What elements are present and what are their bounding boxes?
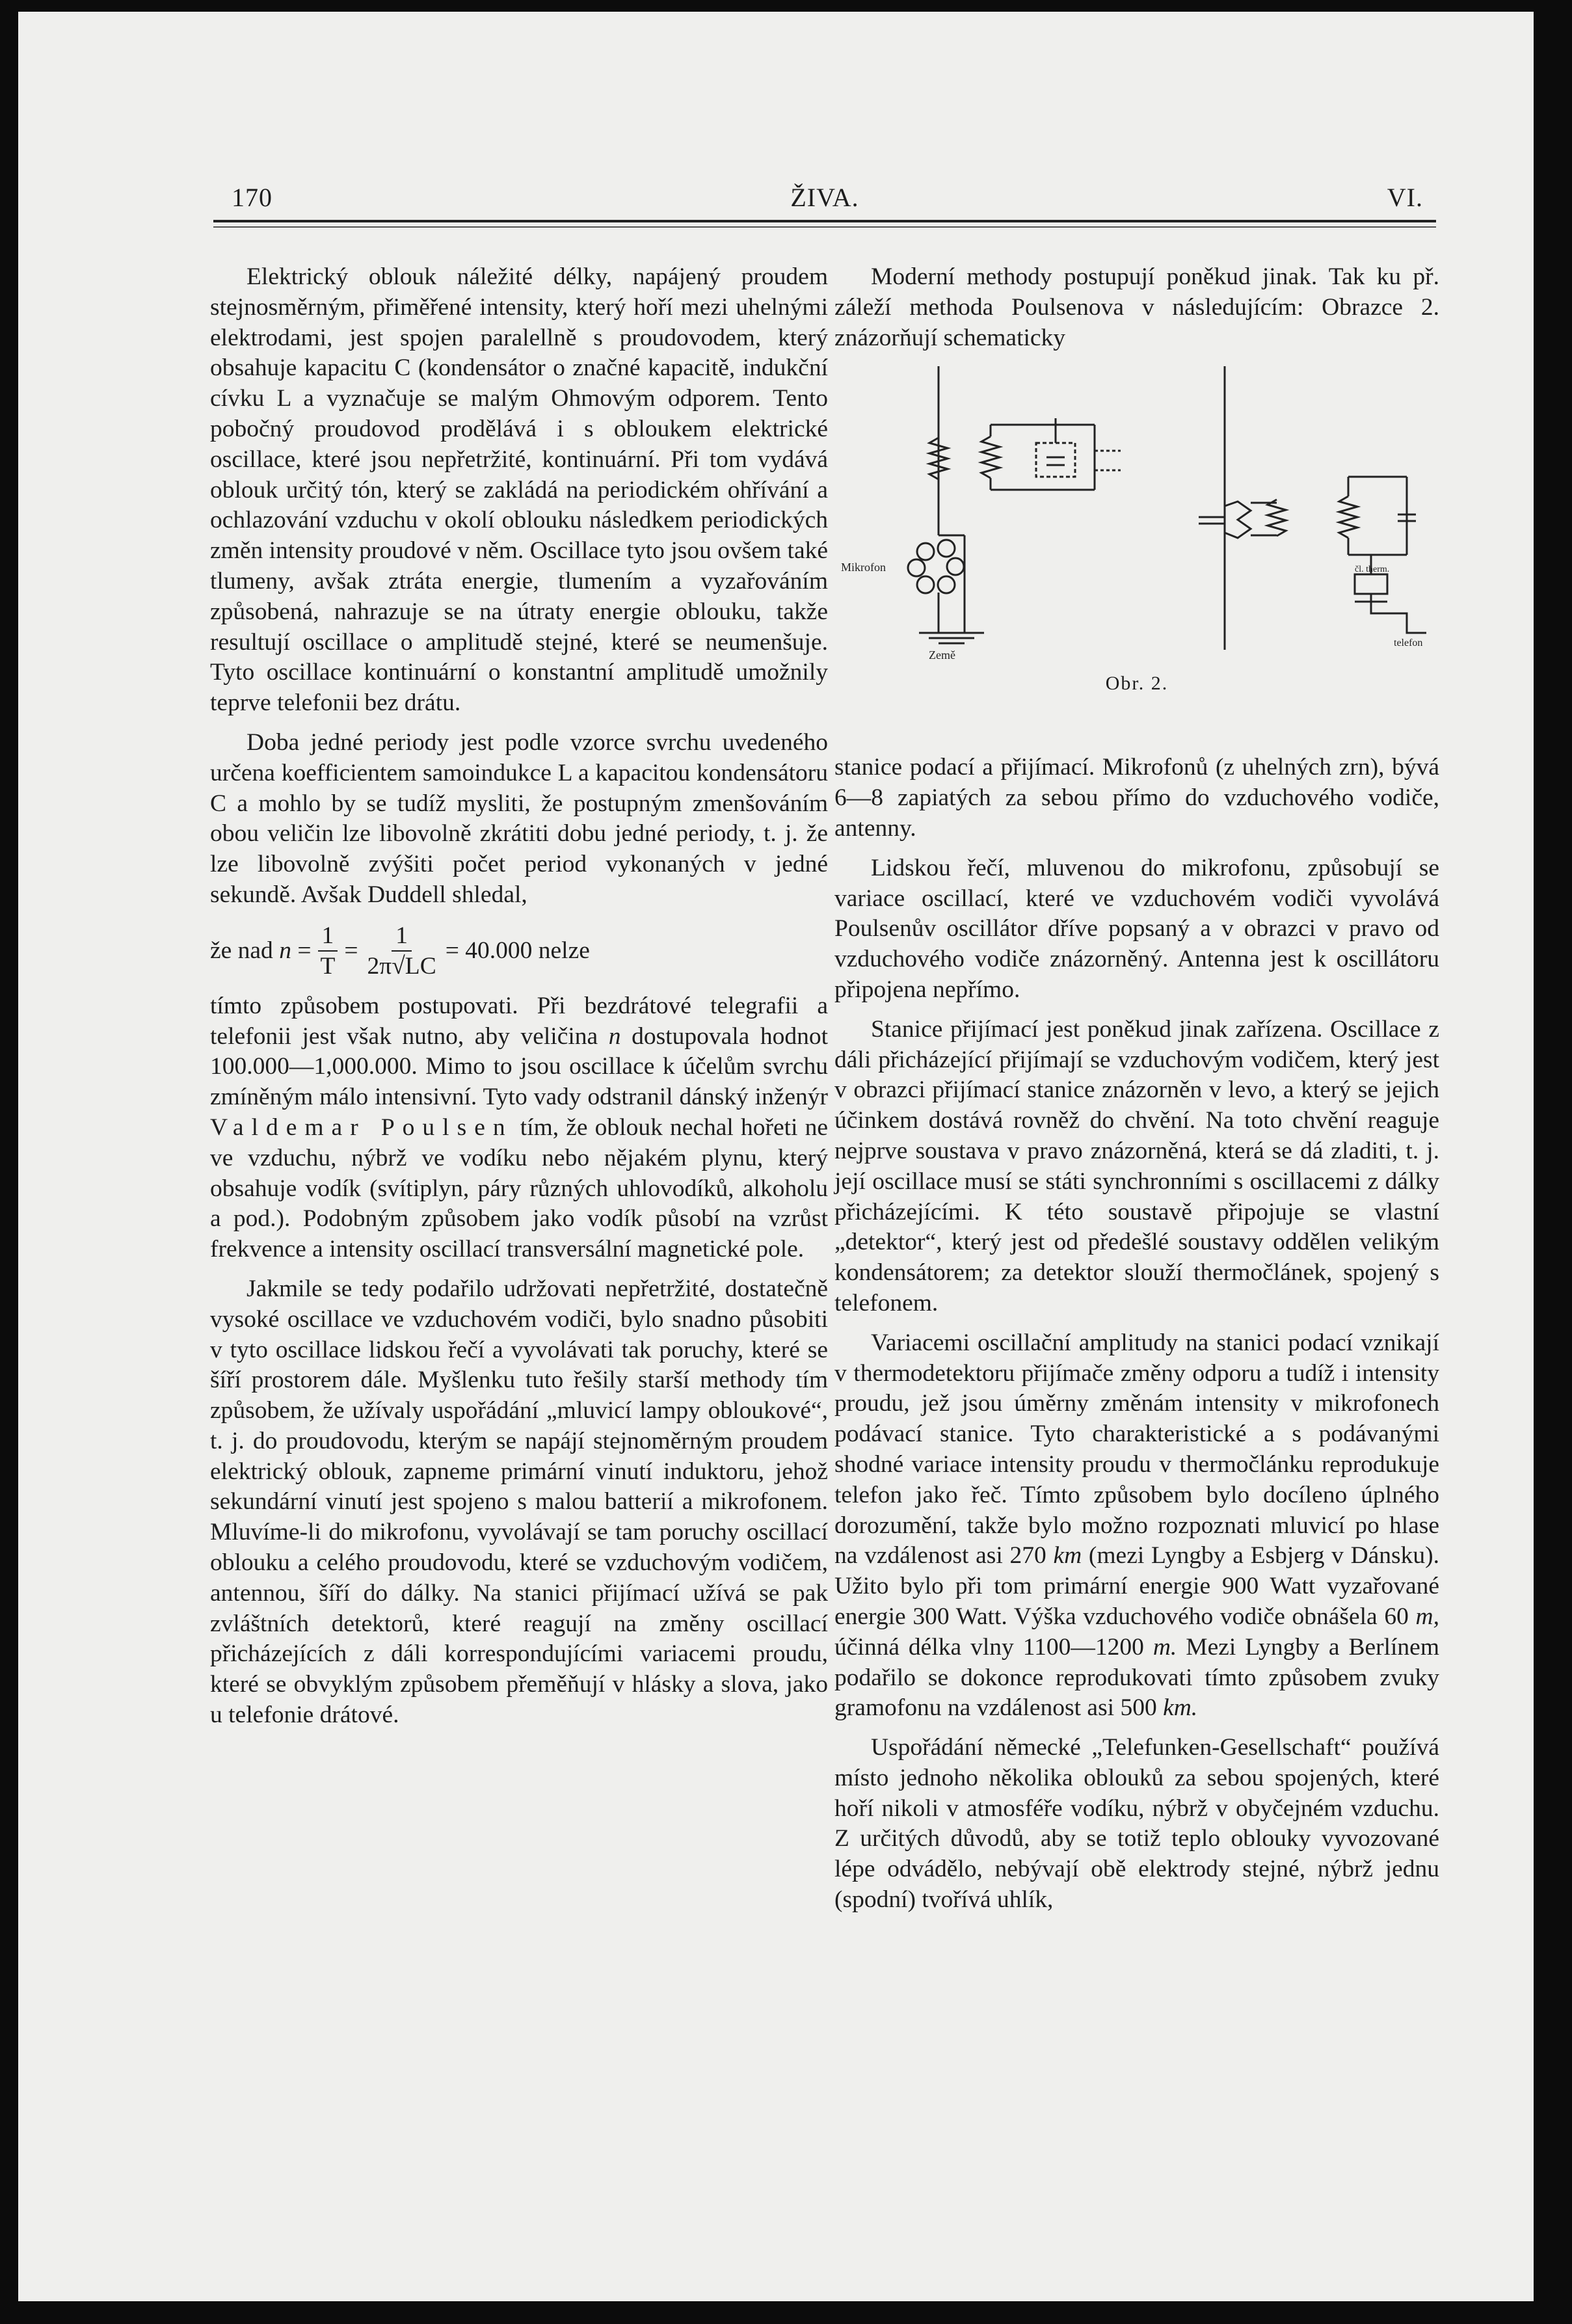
paragraph-receiving-station: Stanice přijímací jest poněkud jinak zařízena. Oscillace z dáli přicházející přijímají se vzduchovým vodičem, který jest v obrazci přijímací stanice znázorněn v levo, a který se jejich účinkem dostává rovněž do chvění. Na toto chvění reaguje nejprve soustava v pravo znázorněná, která se dá zladiti, t. j. její oscillace musí se státi synchronními s oscillacemi z dálky přicházejícími. K této soustavě připojuje se vlastní „detektor“, který jest od předešlé soustavy oddělen velikým kondensátorem; za detektor slouží thermočlánek, spojený s telefonem.	[834, 1015, 1439, 1316]
paragraph-speech-variation: Lidskou řečí, mluvenou do mikrofonu, způsobují se variace oscillací, které ve vzduchovém vodiči vyvolává Poulsenův oscillátor dříve popsaný a v obrazci v pravo od vzduchového vodiče znázorněný. Antenna jest k oscillátoru připojena nepřímo.	[834, 854, 1439, 1003]
header-rule	[213, 220, 1436, 222]
figure-caption: Obr. 2.	[1105, 673, 1169, 695]
journal-title: ŽIVA.	[790, 183, 859, 212]
scanned-page	[18, 12, 1534, 2301]
label-thermoclanek: čl. therm.	[1355, 565, 1390, 575]
fraction-1-over-T: $\frac{1}{T}$	[316, 922, 339, 982]
frequency-formula: že nad n = $\frac{1}{T}$ = $\frac{1}{2\pi√LC}$ = 40.000 nelze	[210, 913, 828, 990]
label-telefon: telefon	[1394, 637, 1423, 649]
paragraph-arc-description: Elektrický oblouk náležité délky, napájený proudem stejnosměrným, přiměřené intensity, který hoří mezi uhelnými elektrodami, jest spojen paralellně s proudovodem, který obsahuje kapacitu C (kondensátor o značné kapacitě, indukční cívku L a vyznačuje se malým Ohmovým odporem. Tento pobočný proudovod prodělává i s obloukem elektrické oscillace, které jsou nepřetržité, kontinuární. Při tom vydává oblouk určitý tón, který se zakládá na periodickém ohřívání a ochlazování vzduchu v okolí oblouku následkem periodických změn intensity proudové v něm. Oscillace tyto jsou ovšem také tlumeny, avšak ztráta energie, tlumením a vyzařováním způsobená, nahrazuje se na útraty energie oblouku, takže resultují oscillace o amplitudě stejné, které se neumenšuje. Tyto oscillace kontinuární o konstantní amplitudě umožnily teprve telefonii bez drátu.	[210, 263, 828, 717]
label-mikrofon: Mikrofon	[841, 561, 886, 574]
paragraph-amplitude-results: Variacemi oscillační amplitudy na stanici podací vznikají v thermodetektoru přijímače změny odporu a tudíž i intensity proudu, jež jsou úměrny změnám intensity v mikrofonech podávací stanice. Tyto charakteristické a s podávanými shodné variace intensity proudu v thermočlánku reprodukuje telefon jako řeč. Tímto způsobem bylo docíleno úplného dorozumění, takže bylo možno rozpoznati mluvicí po hlase na vzdálenost asi 270 km (mezi Lyngby a Esbjerg v Dánsku). Užito bylo při tom primární energie 900 Watt vyzařované energie 300 Watt. Výška vzduchového vodiče obnášela 60 m, účinná délka vlny 1100—1200 m. Mezi Lyngby a Berlínem podařilo se dokonce reprodukovati tímto způsobem zvuky gramofonu na vzdálenost asi 500 km.	[834, 1329, 1440, 1722]
header-rule-thin	[213, 226, 1436, 228]
volume-number: VI.	[1387, 183, 1423, 212]
right-column	[834, 262, 1439, 1916]
paragraph-duddell-continued: tímto způsobem postupovati. Při bezdrátové telegrafii a telefonii jest však nutno, aby veličina n dostupovala hodnot 100.000—1,000.000. Mimo to jsou oscillace k účelům svrchu zmíněným málo intensivní. Tyto vady odstranil dánský inženýr Valdemar Poulsen tím, že oblouk nechal hořeti ne ve vzduchu, nýbrž ve vodíku nebo nějakém plynu, který obsahuje vodík (svítiplyn, páry různých uhlovodíků, alkoholu a pod.). Podobným způsobem jako vodík působí na vzrůst frekvence a intensity oscillací transversální magnetické pole.	[210, 992, 829, 1263]
paragraph-period-formula: Doba jedné periody jest podle vzorce svrchu uvedeného určena koefficientem samoindukce L a kapacitou kondensátoru C a mohlo by se tudíž mysliti, že postupným zmenšováním obou veličin lze libovolně zkrátiti dobu jedné periody, t. j. že lze libovolně zvýšiti počet period vykonaných v jedné sekundě. Avšak Duddell shledal,	[210, 728, 828, 908]
running-header	[213, 182, 1436, 221]
paragraph-speaking-arc: Jakmile se tedy podařilo udržovati nepřetržité, dostatečně vysoké oscillace ve vzduchovém vodiči, bylo snadno působiti v tyto oscillace lidskou řečí a vyvolávati tak poruchy, které se šíří prostorem dále. Myšlenku tuto řešily starší methody tím způsobem, že užívaly uspořádání „mluvicí lampy obloukové“, t. j. do proudovodu, kterým se napájí stejnoměrným proudem elektrický oblouk, zapneme primární vinutí induktoru, jehož sekundární vinutí jest spojeno s malou batterií a mikrofonem. Mluvíme-li do mikrofonu, vyvolávají se tam poruchy oscillací oblouku a celého proudovodu, které se vzduchovým vodičem, antennou, šíří do dálky. Na stanici přijímací užívá se pak zvláštních detektorů, které reagují na změny oscillací přicházejících z dáli korrespondujícími variacemi proudu, které se obvyklým způsobem přeměňují v hlásky a slova, jako u telefonie drátové.	[210, 1275, 828, 1729]
page-number: 170	[232, 183, 273, 212]
paragraph-telefunken: Uspořádání německé „Telefunken-Gesellschaft“ používá místo jednoho několika oblouků za sebou spojených, které hoří nikoli v atmosféře vodíku, nýbrž v obyčejném vzduchu. Z určitých důvodů, aby se totiž teplo oblouky vyvozované lépe odvádělo, nebývají obě elektrody stejné, nýbrž jednu (spodní) tvořívá uhlík,	[834, 1734, 1439, 1914]
fraction-1-over-2pi-sqrt-lc: $\frac{1}{2\pi√LC}$	[367, 922, 436, 980]
paragraph-modern-methods: Moderní methody postupují poněkud jinak. Tak ku př. záleží methoda Poulsenova v následujícím: Obrazce 2. znázorňují schematicky	[834, 263, 1439, 351]
paragraph-stations: stanice podací a přijímací. Mikrofonů (z uhelných zrn), bývá 6—8 zapiatých za sebou přímo do vzduchového vodiče, antenny.	[834, 754, 1439, 842]
figure-2-poulsen-schematic	[834, 360, 1439, 743]
name-valdemar-poulsen: Valdemar Poulsen	[210, 1114, 513, 1141]
label-zeme: Země	[929, 648, 955, 662]
left-column	[210, 262, 828, 1731]
